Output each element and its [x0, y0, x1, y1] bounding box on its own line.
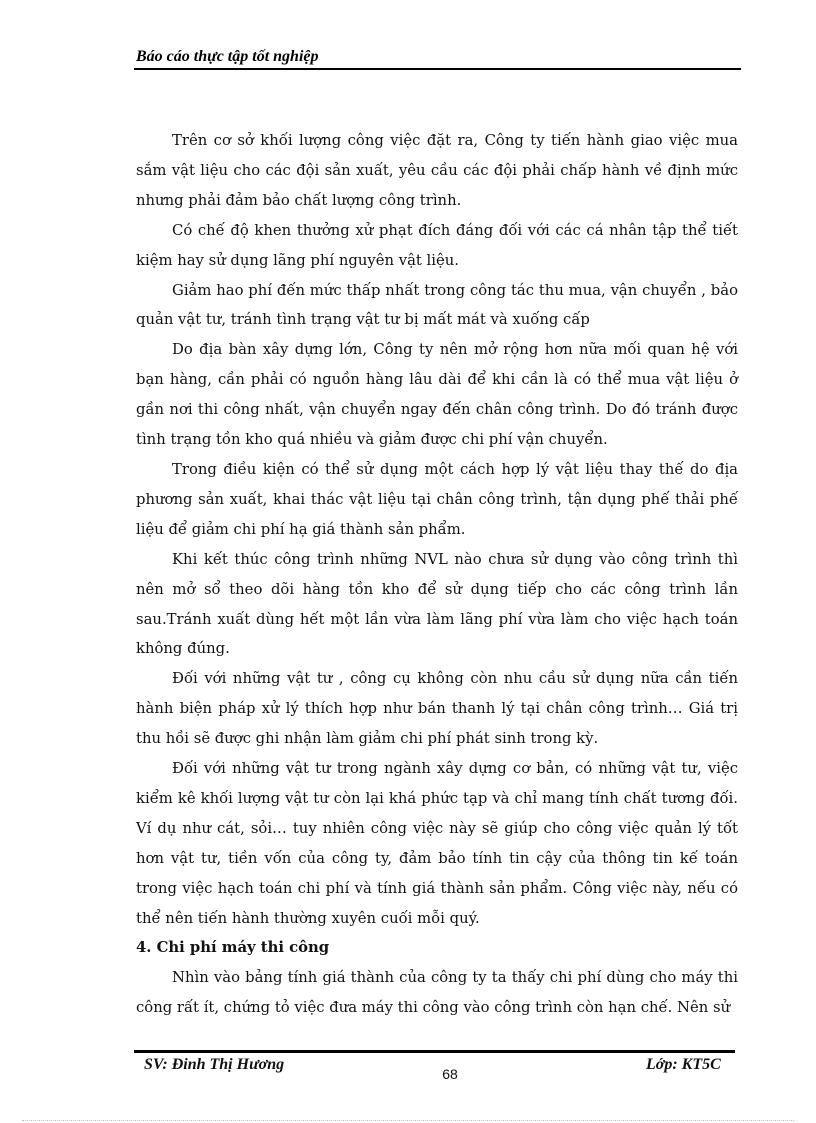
paragraph: Nhìn vào bảng tính giá thành của công ty ta thấy chi phí dùng cho máy thi công rất ít, chứng tỏ việc đưa máy thi công vào công trình còn hạn chế. Nên sử	[136, 969, 738, 1017]
paragraph: Có chế độ khen thưởng xử phạt đích đáng đối với các cá nhân tập thể tiết kiệm hay sử dụng lãng phí nguyên vật liệu.	[136, 221, 738, 269]
footer-student: SV: Đinh Thị Hương	[144, 1056, 285, 1073]
paragraph: Trên cơ sở khối lượng công việc đặt ra, Công ty tiến hành giao việc mua sắm vật liệu cho các đội sản xuất, yêu cầu các đội phải chấp hành về định mức nhưng phải đảm bảo chất lượng công trình.	[136, 132, 738, 209]
paragraph: Do địa bàn xây dựng lớn, Công ty nên mở rộng hơn nữa mối quan hệ với bạn hàng, cần phải có nguồn hàng lâu dài để khi cần là có thể mua vật liệu ở gần nơi thi công nhất, vận chuyển ngay đến chân công trình. Do đó tránh được tình trạng tồn kho quá nhiều và giảm được chi phí vận chuyển.	[136, 341, 738, 449]
body-text	[136, 126, 738, 1023]
header-title: Báo cáo thực tập tốt nghiệp	[136, 48, 319, 65]
section-heading: 4. Chi phí máy thi công	[136, 939, 330, 957]
footer-class: Lớp: KT5C	[646, 1056, 721, 1073]
paragraph: Khi kết thúc công trình những NVL nào chưa sử dụng vào công trình thì nên mở sổ theo dõi hàng tồn kho để sử dụng tiếp cho các công trình lần sau.Tránh xuất dùng hết một lần vừa làm lãng phí vừa làm cho việc hạch toán không đúng.	[136, 550, 738, 658]
paragraph: Trong điều kiện có thể sử dụng một cách hợp lý vật liệu thay thế do địa phương sản xuất, khai thác vật liệu tại chân công trình, tận dụng phế thải phế liệu để giảm chi phí hạ giá thành sản phẩm.	[136, 460, 738, 538]
footer-rule	[134, 1050, 735, 1053]
header-rule	[134, 68, 741, 70]
page-edge-divider	[22, 1120, 794, 1121]
paragraph: Đối với những vật tư , công cụ không còn nhu cầu sử dụng nữa cần tiến hành biện pháp xử lý thích hợp như bán thanh lý tại chân công trình… Giá trị thu hồi sẽ được ghi nhận làm giảm chi phí phát sinh trong kỳ.	[136, 670, 738, 748]
paragraph: Đối với những vật tư trong ngành xây dựng cơ bản, có những vật tư, việc kiểm kê khối lượng vật tư còn lại khá phức tạp và chỉ mang tính chất tương đối. Ví dụ như cát, sỏi… tuy nhiên công việc này sẽ giúp cho công việc quản lý tốt hơn vật tư, tiền vốn của công ty, đảm bảo tính tin cậy của thông tin kế toán trong việc hạch toán chi phí và tính giá thành sản phẩm. Công việc này, nếu có thể nên tiến hành thường xuyên cuối mỗi quý.	[136, 760, 738, 927]
paragraph: Giảm hao phí đến mức thấp nhất trong công tác thu mua, vận chuyển , bảo quản vật tư, tránh tình trạng vật tư bị mất mát và xuống cấp	[136, 281, 738, 329]
page-number: 68	[442, 1066, 458, 1082]
